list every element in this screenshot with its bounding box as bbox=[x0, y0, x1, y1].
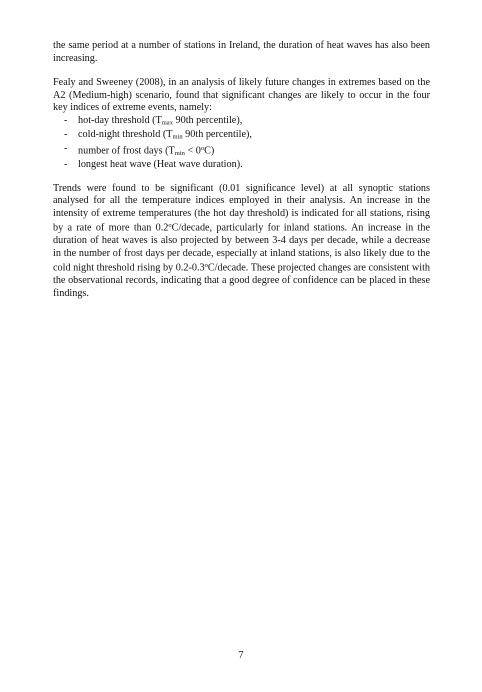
extreme-indices-list bbox=[53, 115, 430, 171]
list-item: - longest heat wave (Heat wave duration). bbox=[64, 159, 243, 171]
document-page bbox=[53, 40, 430, 300]
page-number: 7 bbox=[238, 650, 244, 661]
list-item: - hot-day threshold ($T_{max}$ 90th percentile), bbox=[64, 114, 243, 126]
intro-paragraph: the same period at a number of stations in Ireland, the duration of heat waves has also been increasing. bbox=[53, 40, 430, 64]
list-item: - number of frost days $(T_{min} < 0^oC)$ bbox=[64, 142, 215, 157]
trends-paragraph: Trends were found to be significant (0.01 significance level) at all synoptic stations analysed for all the temperature indices employed in their analysis. An increase in the intensity of extreme temperatures (the hot day threshold) is indicated for all stations, rising by a rate of more than 0.2$^o$C/decade, particularly for inland stations. An increase in the duration of heat waves is also projected by between 3-4 days per decade, while a decrease in the number of frost days per decade, especially at inland stations, is also likely due to the cold night threshold rising by 0.2-0.3$^o$C/decade. These projected changes are consistent with the observational records, indicating that a good degree of confidence can be placed in these findings. bbox=[53, 182, 431, 299]
list-item: - cold-night threshold ($T_{min}$ 90th percentile), bbox=[64, 128, 252, 141]
fealy-paragraph: Fealy and Sweeney (2008), in an analysis of likely future changes in extremes based on the A2 (Medium-high) scenario, found that significant changes are likely to occur in the four key indices of extreme events, namely: bbox=[53, 77, 430, 113]
